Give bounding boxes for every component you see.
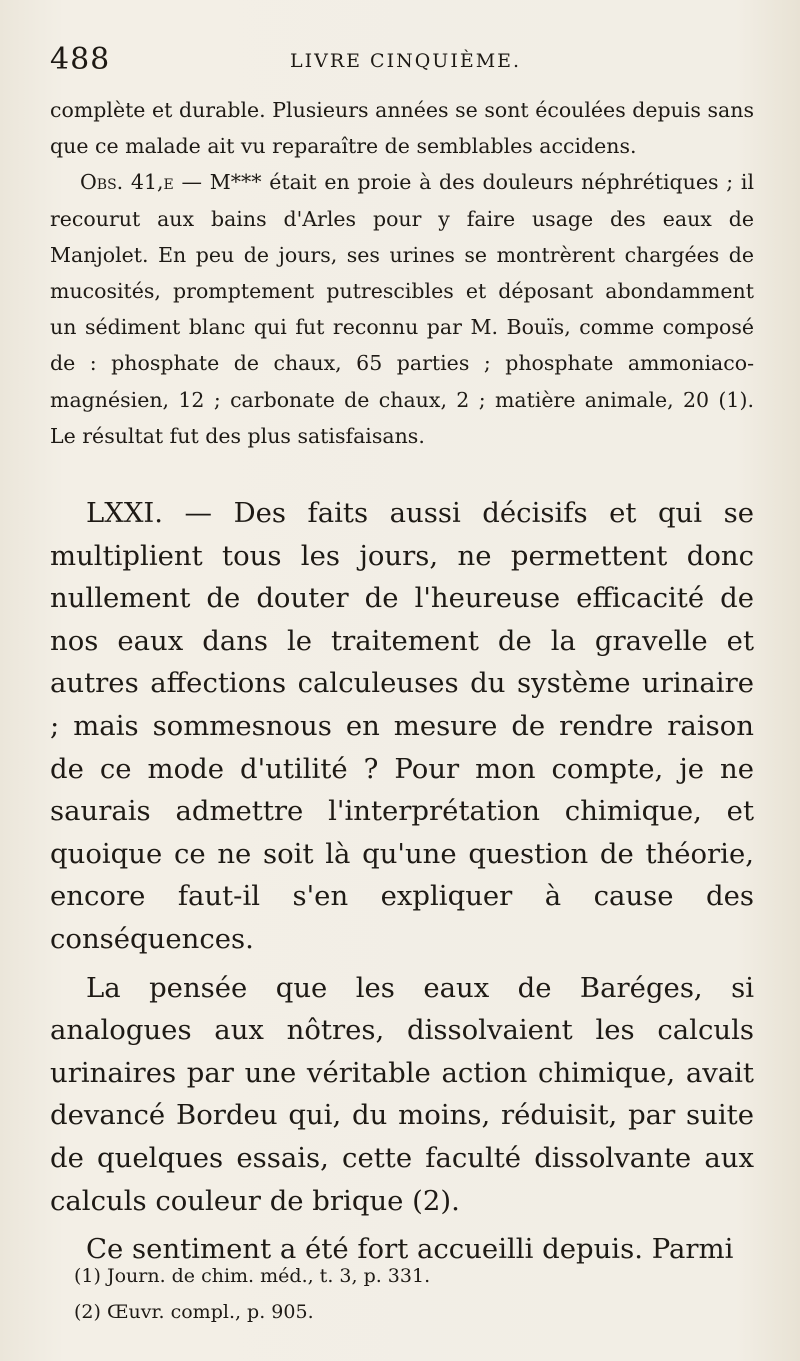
observation-label: Obs. 41,e [80, 170, 174, 195]
footnote-1: (1) Journ. de chim. méd., t. 3, p. 331. [74, 1265, 431, 1287]
observation-paragraph [50, 164, 754, 454]
closing-paragraph: Ce sentiment a été fort accueilli depuis. Parmi [86, 1233, 734, 1266]
section-lxxi-paragraph: LXXI. — Des faits aussi décisifs et qui se multiplient tous les jours, ne permettent donc nullement de douter de l'heureuse efficacité de nos eaux dans le traitement de la gravelle et autres affections calculeuses du système urinaire ; mais sommesnous en mesure de rendre raison de ce mode d'utilité ? Pour mon compte, je ne saurais admettre l'interprétation chimique, et quoique ce ne soit là qu'une question de théorie, encore faut-il s'en expliquer à cause des conséquences. [50, 497, 754, 955]
observation-text: — M*** était en proie à des douleurs néphrétiques ; il recourut aux bains d'Arles pour y faire usage des eaux de Manjolet. En peu de jours, ses urines se montrèrent chargées de mucosités, promptement putrescibles et déposant abondamment un sédiment blanc qui fut reconnu par M. Bouïs, comme composé de : phosphate de chaux, 65 parties ; phosphate ammoniaco-magnésien, 12 ; carbonate de chaux, 2 ; matière animale, 20 (1). Le résultat fut des plus satisfaisans. [50, 170, 754, 448]
page-number: 488 [50, 42, 111, 77]
page-header [50, 42, 756, 82]
paragraph-continuation: complète et durable. Plusieurs années se sont écoulées depuis sans que ce malade ait vu reparaître de semblables accidens. [50, 98, 754, 159]
bareges-paragraph: La pensée que les eaux de Baréges, si analogues aux nôtres, dissolvaient les calculs urinaires par une véritable action chimique, avait devancé Bordeu qui, du moins, réduisit, par suite de quelques essais, cette faculté dissolvante aux calculs couleur de brique (2). [50, 971, 754, 1217]
footnotes [74, 1258, 754, 1330]
main-text-block [50, 492, 754, 1271]
footnote-2: (2) Œuvr. compl., p. 905. [74, 1301, 314, 1323]
observation-text-block [50, 92, 754, 454]
running-title: LIVRE CINQUIÈME. [290, 50, 522, 72]
